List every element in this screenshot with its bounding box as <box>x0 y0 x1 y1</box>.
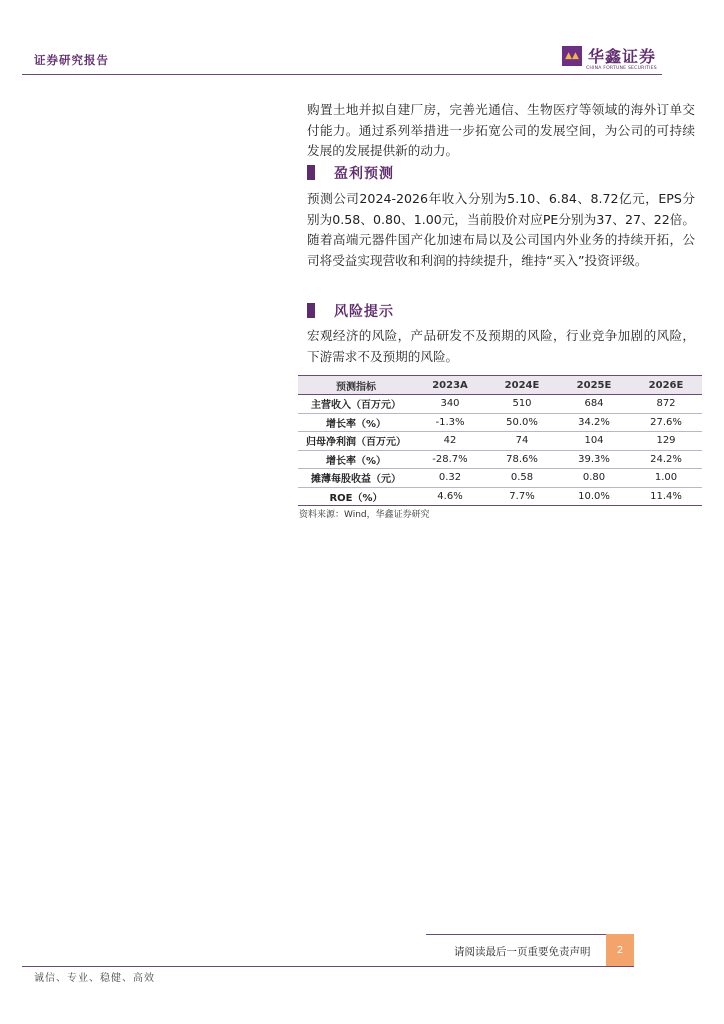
table-header-cell: 2023A <box>414 376 486 395</box>
table-cell: 78.6% <box>486 450 558 469</box>
table-source-note: 资料来源：Wind，华鑫证券研究 <box>299 510 430 520</box>
table-cell: 34.2% <box>558 413 630 432</box>
logo-name-en: CHINA FORTUNE SECURITIES <box>586 66 657 71</box>
logo-mark-icon: ▲▲ <box>562 46 582 66</box>
table-row <box>298 469 702 488</box>
intro-block <box>307 100 695 162</box>
table-cell: 340 <box>414 395 486 414</box>
row-label: ROE（%） <box>298 487 414 506</box>
row-label: 主营收入（百万元） <box>298 395 414 414</box>
table-row <box>298 450 702 469</box>
table-cell: 27.6% <box>630 413 702 432</box>
report-type-label: 证券研究报告 <box>34 53 109 67</box>
table-row <box>298 432 702 451</box>
table-cell: 10.0% <box>558 487 630 506</box>
table-cell: 129 <box>630 432 702 451</box>
table-cell: 684 <box>558 395 630 414</box>
table-cell: 7.7% <box>486 487 558 506</box>
table-cell: -1.3% <box>414 413 486 432</box>
table-cell: -28.7% <box>414 450 486 469</box>
table-header-row <box>298 376 702 395</box>
disclaimer-link[interactable]: 请阅读最后一页重要免责声明 <box>454 946 591 958</box>
section-title: 风险提示 <box>334 304 394 320</box>
table-cell: 0.58 <box>486 469 558 488</box>
table-row <box>298 395 702 414</box>
logo-name-cn: 华鑫证券 <box>588 47 657 66</box>
table-cell: 50.0% <box>486 413 558 432</box>
profit-forecast-paragraph: 预测公司2024-2026年收入分别为5.10、6.84、8.72亿元，EPS分别为0.58、0.80、1.00元，当前股价对应PE分别为37、27、22倍。随着高端元器件国产化加速布局以及公司国内外业务的持续开拓，公司将受益实现营收和利润的持续提升，维持“买入”投资评级。 <box>307 191 696 268</box>
footer-divider <box>22 966 634 967</box>
table-cell: 1.00 <box>630 469 702 488</box>
header-divider <box>22 74 662 75</box>
table-cell: 4.6% <box>414 487 486 506</box>
table-header-cell: 2025E <box>558 376 630 395</box>
table-row <box>298 487 702 506</box>
table-cell: 0.32 <box>414 469 486 488</box>
table-cell: 74 <box>486 432 558 451</box>
table-cell: 872 <box>630 395 702 414</box>
table-header-cell: 预测指标 <box>298 376 414 395</box>
table-cell: 0.80 <box>558 469 630 488</box>
row-label: 增长率（%） <box>298 413 414 432</box>
row-label: 归母净利润（百万元） <box>298 432 414 451</box>
table-header-cell: 2024E <box>486 376 558 395</box>
table-cell: 11.4% <box>630 487 702 506</box>
table-cell: 104 <box>558 432 630 451</box>
table-cell: 39.3% <box>558 450 630 469</box>
risk-block <box>307 326 695 367</box>
profit-forecast-block <box>307 189 695 271</box>
section-marker <box>307 303 315 318</box>
row-label: 摊薄每股收益（元） <box>298 469 414 488</box>
table-header-cell: 2026E <box>630 376 702 395</box>
forecast-table <box>298 375 702 506</box>
table-cell: 510 <box>486 395 558 414</box>
intro-paragraph: 购置土地并拟自建厂房，完善光通信、生物医疗等领域的海外订单交付能力。通过系列举措进一步拓宽公司的发展空间，为公司的可持续发展的发展提供新的动力。 <box>307 102 695 158</box>
page-number: 2 <box>606 934 634 967</box>
table-cell: 24.2% <box>630 450 702 469</box>
footer-slogan: 诚信、专业、稳健、高效 <box>34 973 155 984</box>
risk-paragraph: 宏观经济的风险，产品研发不及预期的风险，行业竞争加剧的风险，下游需求不及预期的风险。 <box>307 328 695 364</box>
section-marker <box>307 165 315 180</box>
company-logo <box>562 44 662 74</box>
table-row <box>298 413 702 432</box>
row-label: 增长率（%） <box>298 450 414 469</box>
section-title: 盈利预测 <box>334 166 394 182</box>
table-cell: 42 <box>414 432 486 451</box>
